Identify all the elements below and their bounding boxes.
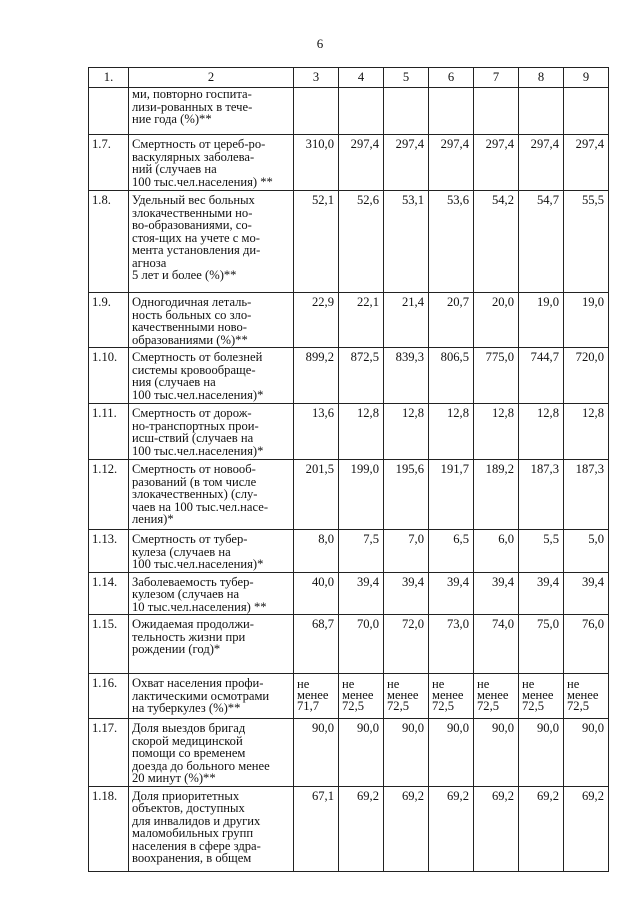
value-cell: 297,4	[339, 135, 384, 191]
description-line: образованиями (%)**	[132, 332, 248, 347]
row-number: 1.18.	[89, 786, 129, 871]
value-cell: 72,0	[384, 615, 429, 674]
description-line: доезда до больного менее	[132, 758, 270, 773]
description-line: лактическими осмотрами	[132, 688, 270, 703]
value-part: менее	[522, 688, 554, 702]
value-cell: 12,8	[384, 404, 429, 460]
value-cell	[519, 88, 564, 135]
value-cell: 297,4	[474, 135, 519, 191]
description-line: на туберкулез (%)**	[132, 701, 241, 715]
description-line: Смертность от новооб-	[132, 462, 256, 476]
description-line: 100 тыс.чел.населения) **	[132, 174, 273, 189]
page-number: 6	[316, 36, 324, 51]
description-line: Доля приоритетных	[132, 788, 240, 803]
value-cell: 5,5	[519, 530, 564, 573]
description-line: мента установления ди-	[132, 243, 261, 257]
value-cell: 187,3	[519, 460, 564, 530]
header-cell: 5	[384, 68, 429, 88]
description-line: злокачественными но-	[132, 205, 253, 220]
value-cell: 39,4	[384, 572, 429, 615]
value-cell: 69,2	[429, 786, 474, 871]
indicator-description	[129, 674, 294, 719]
row-number	[89, 88, 129, 135]
description-line: объектов, доступных	[132, 801, 245, 815]
description-line: населения в сфере здра-	[132, 838, 261, 853]
value-cell: 52,1	[294, 191, 339, 293]
description-line: тельность жизни при	[132, 629, 246, 644]
description-line: во-образованиями, со-	[132, 218, 252, 232]
indicators-table	[88, 67, 609, 872]
row-number: 1.16.	[89, 674, 129, 719]
value-cell	[429, 674, 474, 719]
value-cell: 53,6	[429, 191, 474, 293]
description-line: 10 тыс.чел.населения) **	[132, 599, 267, 614]
description-line: воохранения, в общем	[132, 851, 252, 865]
value-part: 72,5	[567, 699, 590, 713]
value-cell: 75,0	[519, 615, 564, 674]
table-row	[89, 293, 609, 348]
table-row	[89, 88, 609, 135]
value-cell: 52,6	[339, 191, 384, 293]
indicator-description	[129, 530, 294, 573]
value-cell: 297,4	[564, 135, 609, 191]
value-cell: 7,5	[339, 530, 384, 573]
value-cell: 839,3	[384, 348, 429, 404]
value-cell: 12,8	[519, 404, 564, 460]
table-row	[89, 348, 609, 404]
value-cell: 39,4	[519, 572, 564, 615]
value-cell: 297,4	[429, 135, 474, 191]
value-cell: 7,0	[384, 530, 429, 573]
value-cell	[474, 88, 519, 135]
row-number: 1.13.	[89, 530, 129, 573]
value-cell: 73,0	[429, 615, 474, 674]
value-cell: 5,0	[564, 530, 609, 573]
value-cell	[564, 674, 609, 719]
description-line: 5 лет и более (%)**	[132, 268, 237, 282]
value-cell: 8,0	[294, 530, 339, 573]
value-cell: 189,2	[474, 460, 519, 530]
value-part: 72,5	[342, 699, 365, 713]
value-part: менее	[342, 688, 374, 702]
value-cell: 74,0	[474, 615, 519, 674]
description-line: кулеза (случаев на	[132, 544, 231, 559]
value-cell: 310,0	[294, 135, 339, 191]
value-cell: 69,2	[474, 786, 519, 871]
header-cell: 8	[519, 68, 564, 88]
description-line: ния (случаев на	[132, 375, 216, 389]
value-cell	[339, 88, 384, 135]
table-row	[89, 135, 609, 191]
table-row	[89, 404, 609, 460]
row-number: 1.15.	[89, 615, 129, 674]
description-line: Смертность от дорож-	[132, 406, 252, 420]
value-cell: 744,7	[519, 348, 564, 404]
header-cell: 9	[564, 68, 609, 88]
description-line: рождении (год)*	[132, 642, 221, 656]
description-line: васкулярных заболева-	[132, 149, 255, 164]
indicator-description	[129, 460, 294, 530]
table-row	[89, 674, 609, 719]
header-cell: 4	[339, 68, 384, 88]
description-line	[132, 656, 290, 669]
table-row	[89, 786, 609, 871]
value-cell: 69,2	[384, 786, 429, 871]
value-cell: 69,2	[339, 786, 384, 871]
value-cell: 90,0	[474, 719, 519, 787]
row-number: 1.11.	[89, 404, 129, 460]
value-part: менее	[477, 688, 509, 702]
description-line: стоя-щих на учете с мо-	[132, 230, 260, 245]
value-cell: 39,4	[564, 572, 609, 615]
value-cell: 90,0	[519, 719, 564, 787]
value-cell: 90,0	[339, 719, 384, 787]
value-part: 71,7	[297, 699, 320, 713]
value-cell: 39,4	[429, 572, 474, 615]
value-cell: 21,4	[384, 293, 429, 348]
value-cell: 6,0	[474, 530, 519, 573]
value-cell: 54,2	[474, 191, 519, 293]
description-line: Охват населения профи-	[132, 676, 264, 690]
description-line: разований (в том числе	[132, 474, 257, 489]
value-cell	[294, 88, 339, 135]
description-line: 100 тыс.чел.населения)*	[132, 387, 264, 402]
description-line: Одногодичная леталь-	[132, 295, 252, 309]
indicator-description	[129, 191, 294, 293]
header-cell: 7	[474, 68, 519, 88]
description-line: Заболеваемость тубер-	[132, 574, 254, 589]
value-cell: 806,5	[429, 348, 474, 404]
indicator-description	[129, 88, 294, 135]
description-line: исш-ствий (случаев на	[132, 431, 254, 445]
value-cell: 6,5	[429, 530, 474, 573]
description-line: 100 тыс.чел.населения)*	[132, 443, 264, 458]
value-cell: 899,2	[294, 348, 339, 404]
description-line: Смертность от болезней	[132, 350, 263, 364]
value-cell: 40,0	[294, 572, 339, 615]
row-number: 1.10.	[89, 348, 129, 404]
value-part: 72,5	[477, 699, 500, 713]
value-part: менее	[297, 688, 329, 702]
value-cell	[384, 88, 429, 135]
value-cell	[564, 88, 609, 135]
value-cell: 12,8	[564, 404, 609, 460]
header-cell: 2	[129, 68, 294, 88]
indicator-description	[129, 404, 294, 460]
description-line: агноза	[132, 255, 167, 270]
value-cell: 195,6	[384, 460, 429, 530]
description-line: маломобильных групп	[132, 826, 254, 840]
description-line: для инвалидов и других	[132, 813, 261, 828]
value-part: не	[522, 677, 535, 691]
value-cell: 90,0	[429, 719, 474, 787]
table-row	[89, 460, 609, 530]
description-line: лизи-рованных в тече-	[132, 99, 253, 114]
value-cell: 191,7	[429, 460, 474, 530]
row-number: 1.17.	[89, 719, 129, 787]
value-cell: 12,8	[339, 404, 384, 460]
value-cell	[519, 674, 564, 719]
value-part: 72,5	[432, 699, 455, 713]
indicator-description	[129, 615, 294, 674]
header-cell: 3	[294, 68, 339, 88]
value-cell: 90,0	[294, 719, 339, 787]
indicator-description	[129, 348, 294, 404]
table-header-row	[89, 68, 609, 88]
value-cell: 76,0	[564, 615, 609, 674]
description-line: кулезом (случаев на	[132, 587, 240, 601]
value-part: не	[342, 677, 355, 691]
description-line: скорой медицинской	[132, 733, 243, 748]
value-cell: 720,0	[564, 348, 609, 404]
value-part: не	[567, 677, 580, 691]
value-cell: 69,2	[564, 786, 609, 871]
row-number: 1.8.	[89, 191, 129, 293]
value-part: 72,5	[387, 699, 410, 713]
table-row	[89, 615, 609, 674]
value-cell: 872,5	[339, 348, 384, 404]
value-cell	[429, 88, 474, 135]
value-cell: 201,5	[294, 460, 339, 530]
value-part: менее	[567, 688, 599, 702]
value-cell: 20,7	[429, 293, 474, 348]
value-cell: 12,8	[429, 404, 474, 460]
description-line: ние года (%)**	[132, 112, 212, 126]
value-cell: 67,1	[294, 786, 339, 871]
value-cell: 775,0	[474, 348, 519, 404]
value-cell: 19,0	[564, 293, 609, 348]
value-cell: 13,6	[294, 404, 339, 460]
value-cell: 22,1	[339, 293, 384, 348]
table-row	[89, 572, 609, 615]
value-cell: 20,0	[474, 293, 519, 348]
description-line: ность больных со зло-	[132, 307, 252, 322]
value-cell	[339, 674, 384, 719]
value-cell	[384, 674, 429, 719]
row-number: 1.9.	[89, 293, 129, 348]
header-cell: 1.	[89, 68, 129, 88]
value-cell: 54,7	[519, 191, 564, 293]
header-cell: 6	[429, 68, 474, 88]
value-cell	[294, 674, 339, 719]
table-row	[89, 530, 609, 573]
description-line: Удельный вес больных	[132, 193, 255, 207]
description-line: ления)*	[132, 512, 174, 526]
description-line: но-транспортных прои-	[132, 418, 259, 433]
description-line: ний (случаев на	[132, 162, 217, 176]
value-part: не	[387, 677, 400, 691]
value-cell: 39,4	[474, 572, 519, 615]
value-cell: 70,0	[339, 615, 384, 674]
value-cell: 22,9	[294, 293, 339, 348]
description-line: злокачественных) (слу-	[132, 487, 258, 501]
description-line: Доля выездов бригад	[132, 721, 246, 735]
value-cell: 53,1	[384, 191, 429, 293]
value-cell: 68,7	[294, 615, 339, 674]
value-cell: 297,4	[384, 135, 429, 191]
value-cell	[474, 674, 519, 719]
description-line: 20 минут (%)**	[132, 771, 216, 785]
indicator-description	[129, 786, 294, 871]
value-part: менее	[432, 688, 464, 702]
indicator-description	[129, 719, 294, 787]
value-cell: 297,4	[519, 135, 564, 191]
description-line: Ожидаемая продолжи-	[132, 617, 254, 631]
indicator-description	[129, 293, 294, 348]
table-row	[89, 719, 609, 787]
description-line: помощи со временем	[132, 746, 246, 760]
value-part: не	[477, 677, 490, 691]
table-row	[89, 191, 609, 293]
value-cell: 19,0	[519, 293, 564, 348]
description-line: качественными ново-	[132, 320, 247, 334]
value-cell: 187,3	[564, 460, 609, 530]
value-cell: 69,2	[519, 786, 564, 871]
value-cell: 55,5	[564, 191, 609, 293]
description-line: 100 тыс.чел.населения)*	[132, 557, 264, 571]
value-cell: 90,0	[384, 719, 429, 787]
row-number: 1.7.	[89, 135, 129, 191]
value-cell: 12,8	[474, 404, 519, 460]
description-line: Смертность от цереб-ро-	[132, 137, 266, 151]
row-number: 1.12.	[89, 460, 129, 530]
value-part: менее	[387, 688, 419, 702]
value-part: не	[297, 677, 310, 691]
value-cell: 90,0	[564, 719, 609, 787]
description-line: системы кровообраще-	[132, 362, 256, 377]
value-cell: 199,0	[339, 460, 384, 530]
indicator-description	[129, 572, 294, 615]
description-line: Смертность от тубер-	[132, 532, 248, 546]
indicator-description	[129, 135, 294, 191]
value-cell: 39,4	[339, 572, 384, 615]
description-line: чаев на 100 тыс.чел.насе-	[132, 499, 269, 514]
row-number: 1.14.	[89, 572, 129, 615]
description-line: ми, повторно госпита-	[132, 87, 252, 101]
value-part: не	[432, 677, 445, 691]
value-part: 72,5	[522, 699, 545, 713]
